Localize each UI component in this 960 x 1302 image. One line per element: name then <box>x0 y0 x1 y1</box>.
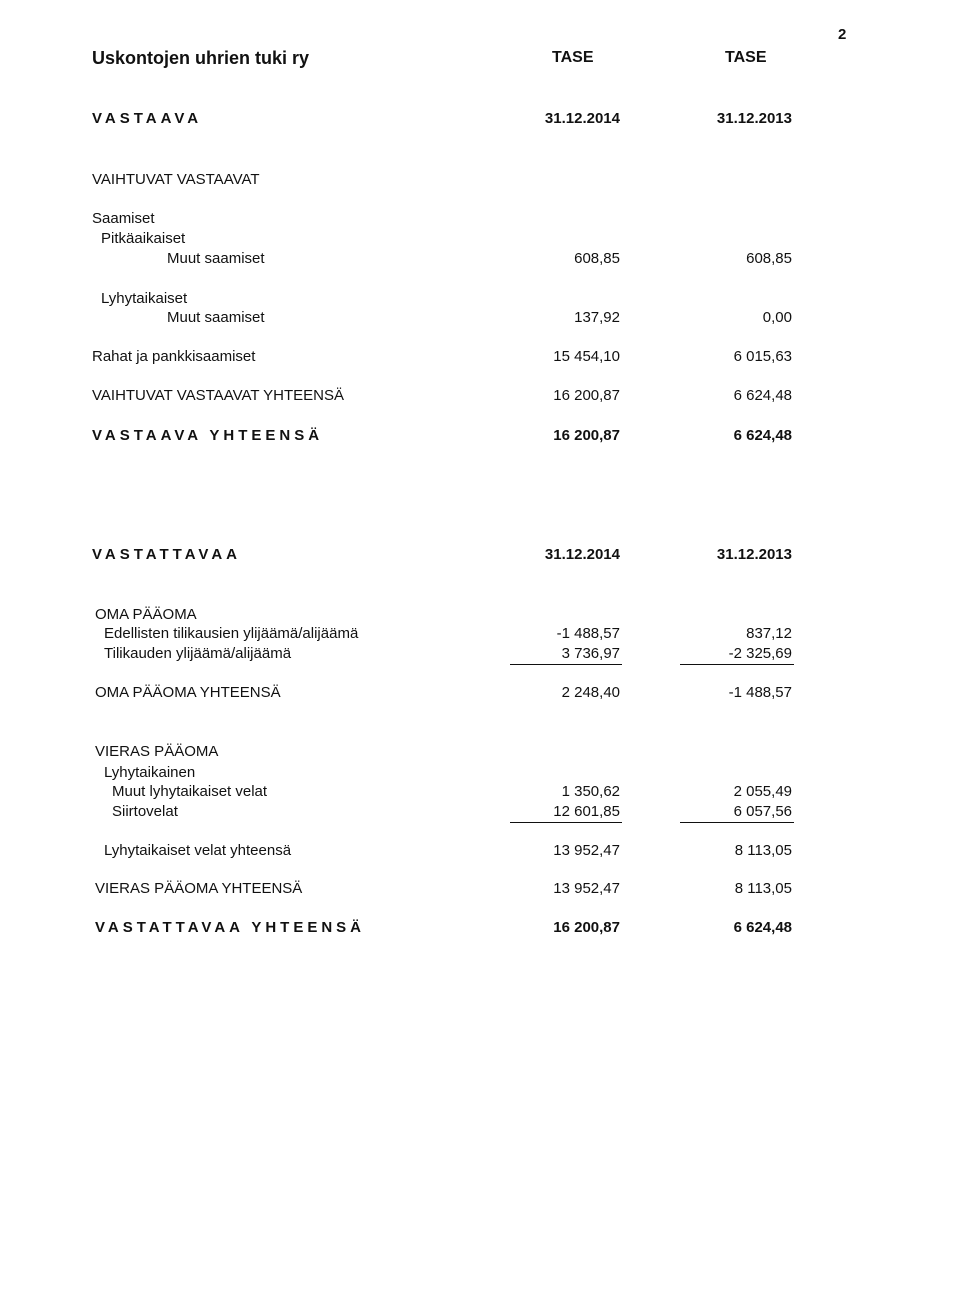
header-2014-label: TASE <box>552 49 594 66</box>
retained-earnings-2013: 837,12 <box>746 625 792 642</box>
liabilities-total-2014: 16 200,87 <box>553 919 620 936</box>
debt-total-2014: 13 952,47 <box>553 880 620 897</box>
st-liabilities-total-2014: 13 952,47 <box>553 842 620 859</box>
liabilities-title: VASTATTAVAA <box>92 546 241 563</box>
assets-title: VASTAAVA <box>92 110 203 127</box>
debt-total-label: VIERAS PÄÄOMA YHTEENSÄ <box>95 880 303 897</box>
other-st-liabilities-label: Muut lyhytaikaiset velat <box>112 783 268 800</box>
subtotal-underline-debt-2014 <box>510 822 622 823</box>
assets-total-2013: 6 624,48 <box>733 427 792 444</box>
assets-date-2013: 31.12.2013 <box>716 110 792 127</box>
retained-earnings-label: Edellisten tilikausien ylijäämä/alijäämä <box>104 625 359 642</box>
long-term-heading: Pitkäaikaiset <box>101 230 186 247</box>
cash-2013: 6 015,63 <box>733 348 792 365</box>
debt-title: VIERAS PÄÄOMA <box>95 743 219 760</box>
liabilities-date-2013: 31.12.2013 <box>716 546 792 563</box>
period-result-2014: 3 736,97 <box>561 645 620 662</box>
cash-2014: 15 454,10 <box>553 348 620 365</box>
lt-other-receivables-label: Muut saamiset <box>167 250 265 267</box>
page-number: 2 <box>838 26 847 43</box>
subtotal-underline-debt-2013 <box>680 822 794 823</box>
short-term-heading: Lyhytaikaiset <box>101 290 188 307</box>
st-other-receivables-2014: 137,92 <box>574 309 620 326</box>
receivables-heading: Saamiset <box>92 210 155 227</box>
equity-total-2014: 2 248,40 <box>561 684 620 701</box>
accruals-label: Siirtovelat <box>112 803 178 820</box>
st-other-receivables-2013: 0,00 <box>762 309 792 326</box>
subtotal-underline-equity-2013 <box>680 664 794 665</box>
assets-total-label: VASTAAVA YHTEENSÄ <box>92 427 324 444</box>
short-term-liabilities-heading: Lyhytaikainen <box>104 764 196 781</box>
accruals-2013: 6 057,56 <box>733 803 792 820</box>
st-liabilities-total-label: Lyhytaikaiset velat yhteensä <box>104 842 292 859</box>
st-liabilities-total-2013: 8 113,05 <box>734 842 792 859</box>
assets-total-2014: 16 200,87 <box>553 427 620 444</box>
other-st-liabilities-2014: 1 350,62 <box>561 783 620 800</box>
period-result-label: Tilikauden ylijäämä/alijäämä <box>104 645 292 662</box>
assets-date-2014: 31.12.2014 <box>544 110 620 127</box>
subtotal-underline-equity-2014 <box>510 664 622 665</box>
other-st-liabilities-2013: 2 055,49 <box>733 783 792 800</box>
period-result-2013: -2 325,69 <box>728 645 792 662</box>
liabilities-total-label: VASTATTAVAA YHTEENSÄ <box>95 919 366 936</box>
equity-total-2013: -1 488,57 <box>728 684 792 701</box>
liabilities-date-2014: 31.12.2014 <box>544 546 620 563</box>
liabilities-total-2013: 6 624,48 <box>733 919 792 936</box>
accruals-2014: 12 601,85 <box>553 803 620 820</box>
cash-label: Rahat ja pankkisaamiset <box>92 348 256 365</box>
organization-name: Uskontojen uhrien tuki ry <box>92 48 310 68</box>
retained-earnings-2014: -1 488,57 <box>556 625 620 642</box>
lt-other-receivables-2014: 608,85 <box>574 250 620 267</box>
header-2013-label: TASE <box>725 49 767 66</box>
current-assets-title: VAIHTUVAT VASTAAVAT <box>92 171 260 188</box>
current-assets-total-label: VAIHTUVAT VASTAAVAT YHTEENSÄ <box>92 387 345 404</box>
equity-title: OMA PÄÄOMA <box>95 606 197 623</box>
equity-total-label: OMA PÄÄOMA YHTEENSÄ <box>95 684 281 701</box>
current-assets-total-2014: 16 200,87 <box>553 387 620 404</box>
debt-total-2013: 8 113,05 <box>734 880 792 897</box>
st-other-receivables-label: Muut saamiset <box>167 309 265 326</box>
current-assets-total-2013: 6 624,48 <box>733 387 792 404</box>
lt-other-receivables-2013: 608,85 <box>746 250 792 267</box>
